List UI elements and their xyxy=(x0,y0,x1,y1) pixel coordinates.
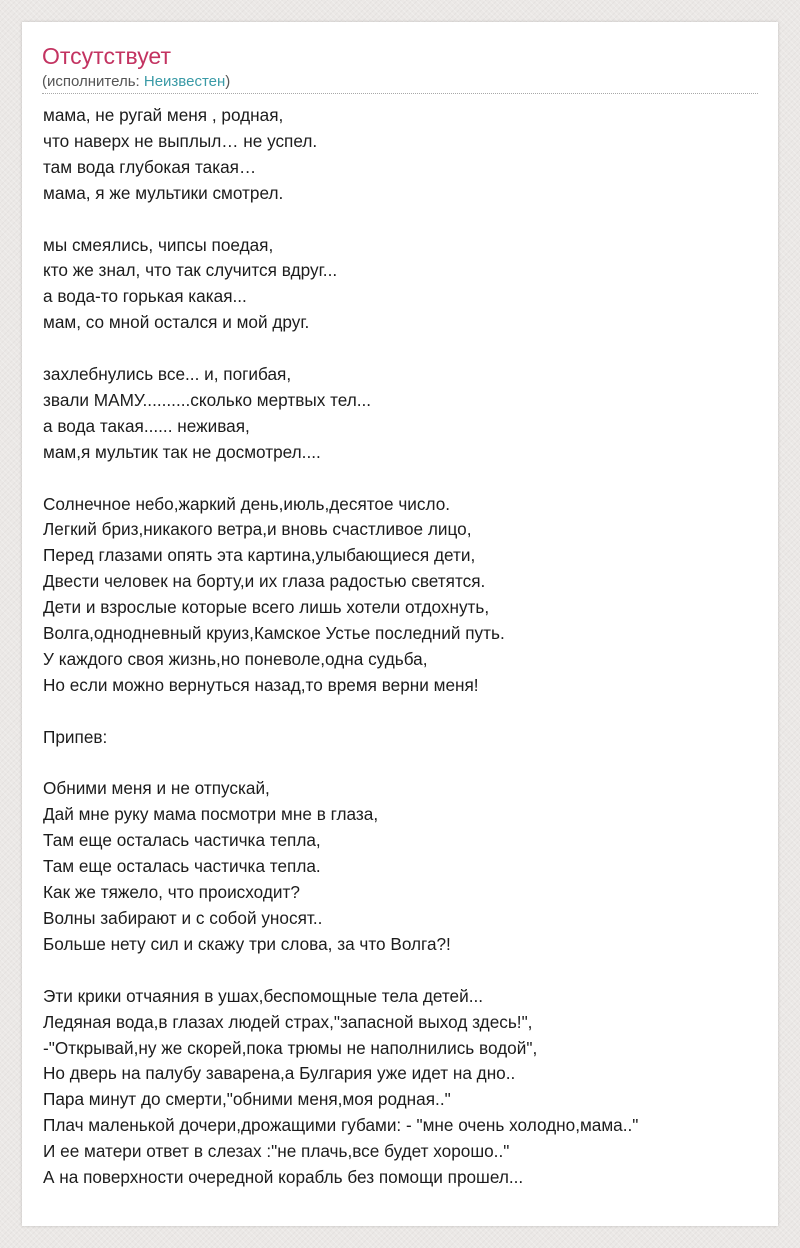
lyric-line: там вода глубокая такая… xyxy=(43,156,257,177)
lyric-line: захлебнулись все... и, погибая, xyxy=(43,364,292,385)
lyric-line: Там еще осталась частичка тепла. xyxy=(43,856,321,877)
song-title: Отсутствует xyxy=(42,43,171,69)
artist-link[interactable]: Неизвестен xyxy=(143,73,226,90)
lyric-line: Но если можно вернуться назад,то время верни меня! xyxy=(43,674,479,695)
lyric-line: кто же знал, что так случится вдруг... xyxy=(43,260,338,281)
lyric-line: а вода-то горькая какая... xyxy=(43,286,247,307)
lyrics-card xyxy=(22,22,778,1226)
stanza xyxy=(43,362,763,466)
lyric-line: Эти крики отчаяния в ушах,беспомощные тела детей... xyxy=(43,985,484,1006)
lyric-line: Волга,однодневный круиз,Камское Устье последний путь. xyxy=(43,623,505,644)
lyric-line: Обними меня и не отпускай, xyxy=(43,778,270,799)
lyric-line: -"Открывай,ну же скорей,пока трюмы не наполнились водой", xyxy=(43,1037,538,1058)
lyric-line: а вода такая...... неживая, xyxy=(43,415,250,436)
artist-line xyxy=(42,72,230,92)
stanza xyxy=(43,103,763,207)
lyric-line: звали МАМУ..........сколько мертвых тел... xyxy=(43,389,372,410)
lyric-line: Но дверь на палубу заварена,а Булгария уже идет на дно.. xyxy=(43,1063,516,1084)
lyric-line: Дети и взрослые которые всего лишь хотели отдохнуть, xyxy=(43,597,490,618)
lyric-line: Припев: xyxy=(43,726,108,747)
stanza xyxy=(43,725,763,751)
stanza xyxy=(43,233,763,337)
lyrics-text xyxy=(43,103,763,1191)
lyric-line: Двести человек на борту,и их глаза радостью светятся. xyxy=(43,571,486,592)
lyric-line: мы смеялись, чипсы поедая, xyxy=(43,234,274,255)
lyric-line: что наверх не выплыл… не успел. xyxy=(43,130,318,151)
stanza xyxy=(43,776,763,957)
lyric-line: И ее матери ответ в слезах :"не плачь,все будет хорошо.." xyxy=(43,1141,510,1162)
lyric-line: Пара минут до смерти,"обними меня,моя родная.." xyxy=(43,1089,451,1110)
lyric-line: Ледяная вода,в глазах людей страх,"запасной выход здесь!", xyxy=(43,1011,533,1032)
lyric-line: Там еще осталась частичка тепла, xyxy=(43,830,321,851)
lyric-line: Легкий бриз,никакого ветра,и вновь счастливое лицо, xyxy=(43,519,472,540)
lyric-line: Солнечное небо,жаркий день,июль,десятое число. xyxy=(43,493,451,514)
lyric-line: Дай мне руку мама посмотри мне в глаза, xyxy=(43,804,379,825)
stanza xyxy=(43,984,763,1191)
lyric-line: мам,я мультик так не досмотрел.... xyxy=(43,441,321,462)
lyric-line: Волны забирают и с собой уносят.. xyxy=(43,908,323,929)
lyric-line: мама, я же мультики смотрел. xyxy=(43,182,284,203)
lyric-line: У каждого своя жизнь,но поневоле,одна судьба, xyxy=(43,648,428,669)
lyric-line: мам, со мной остался и мой друг. xyxy=(43,312,310,333)
artist-prefix: (исполнитель: xyxy=(42,73,144,90)
lyric-line: Больше нету сил и скажу три слова, за что Волга?! xyxy=(43,933,451,954)
title-divider xyxy=(42,93,758,94)
lyric-line: мама, не ругай меня , родная, xyxy=(43,105,284,125)
lyric-line: Как же тяжело, что происходит? xyxy=(43,882,300,903)
lyric-line: Плач маленькой дочери,дрожащими губами: - "мне очень холодно,мама.." xyxy=(43,1115,639,1136)
lyric-line: А на поверхности очередной корабль без помощи прошел... xyxy=(43,1167,524,1188)
artist-suffix: ) xyxy=(225,73,231,90)
lyric-line: Перед глазами опять эта картина,улыбающиеся дети, xyxy=(43,545,476,566)
stanza xyxy=(43,492,763,699)
